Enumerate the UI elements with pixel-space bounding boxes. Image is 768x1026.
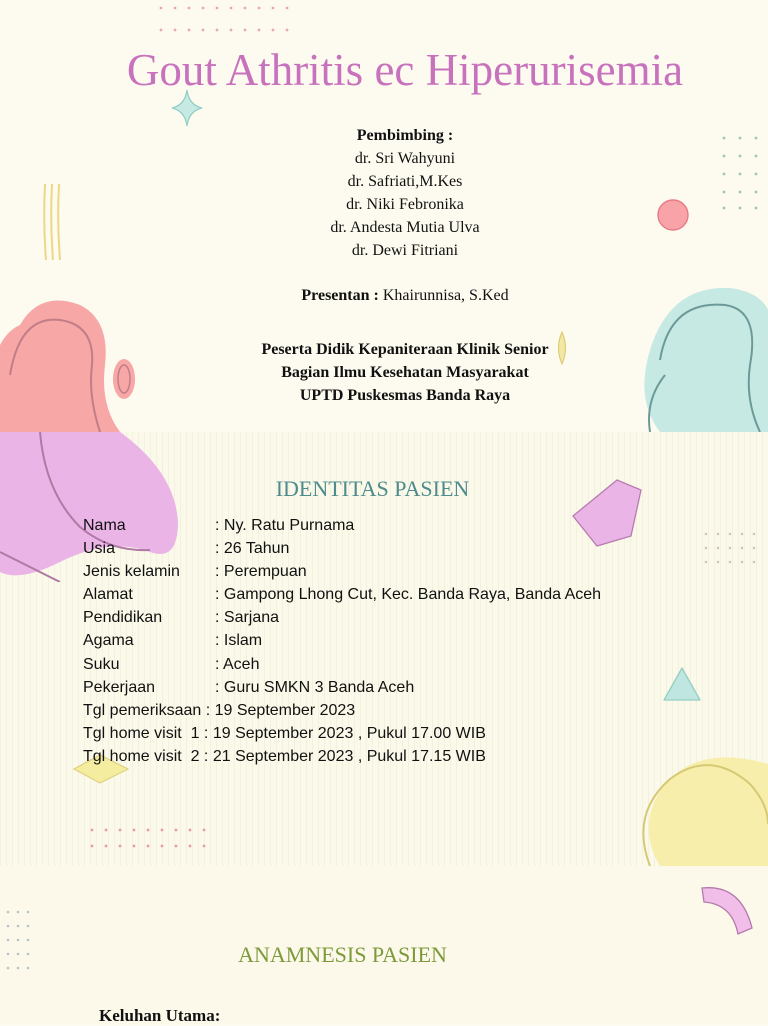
dot-pattern-bottom [86,824,216,860]
identity-row-date: Tgl pemeriksaan : 19 September 2023 [83,701,356,719]
identity-value: : Guru SMKN 3 Banda Aceh [215,678,415,696]
identity-row [83,560,601,583]
identity-value: : Ny. Ratu Purnama [215,517,355,534]
identity-value: : Sarjana [215,609,280,627]
identity-label: Pendidikan [83,609,163,627]
identity-value: : Aceh [215,655,260,673]
identity-label: Pekerjaan [83,678,156,696]
institution-line: Bagian Ilmu Kesehatan Masyarakat [281,364,529,381]
identity-row [83,514,601,537]
presentan-line [0,284,768,307]
identity-label: Agama [83,632,134,650]
pembimbing-name: dr. Niki Febronika [346,196,464,213]
identity-label: Alamat [83,586,133,604]
identity-row-date: Tgl home visit 2 : 21 September 2023 , Pukul 17.15 WIB [83,747,486,765]
section-title-anamnesis: ANAMNESIS PASIEN [238,942,447,967]
identity-value: : Islam [215,632,263,650]
pembimbing-name: dr. Andesta Mutia Ulva [330,219,480,236]
institution-line: Peserta Didik Kepaniteraan Klinik Senior [261,341,549,358]
presentation-title: Gout Athritis ec Hiperurisemia [126,45,684,95]
dot-pattern-top [155,0,295,40]
institution-line: UPTD Puskesmas Banda Raya [299,387,511,404]
pink-arc-decoration [696,878,758,940]
presentan-name: Khairunnisa, S.Ked [378,287,509,304]
dot-pattern-right [700,528,768,578]
pembimbing-name: dr. Safriati,M.Kes [347,173,463,190]
identity-row [83,606,601,629]
pembimbing-name: dr. Dewi Fitriani [351,242,459,259]
section-title-identitas: IDENTITAS PASIEN [275,476,470,501]
identity-label: Usia [83,540,116,558]
mint-triangle-decoration [660,664,704,704]
identity-value: : Gampong Lhong Cut, Kec. Banda Raya, Banda Aceh [215,586,602,604]
pembimbing-block [0,124,768,262]
keluhan-utama-label: Keluhan Utama: [99,1006,221,1025]
identity-label: Nama [83,517,126,534]
yellow-blob-decoration [630,744,768,866]
identity-row [83,653,601,676]
title-slide [0,0,768,432]
identity-value: : 26 Tahun [215,540,290,558]
identity-label: Jenis kelamin [83,563,180,581]
institution-block [0,338,768,407]
presentan-label: Presentan : [301,287,379,304]
identity-row [83,676,601,699]
identity-row [83,537,601,560]
identity-row [83,629,601,652]
patient-identity-list [83,514,601,768]
pembimbing-label: Pembimbing : [356,127,454,144]
identity-label: Suku [83,655,120,673]
identity-row [83,583,601,606]
identity-value: : Perempuan [215,563,307,581]
pembimbing-name: dr. Sri Wahyuni [354,150,456,167]
identity-row-date: Tgl home visit 1 : 19 September 2023 , Pukul 17.00 WIB [83,724,486,742]
